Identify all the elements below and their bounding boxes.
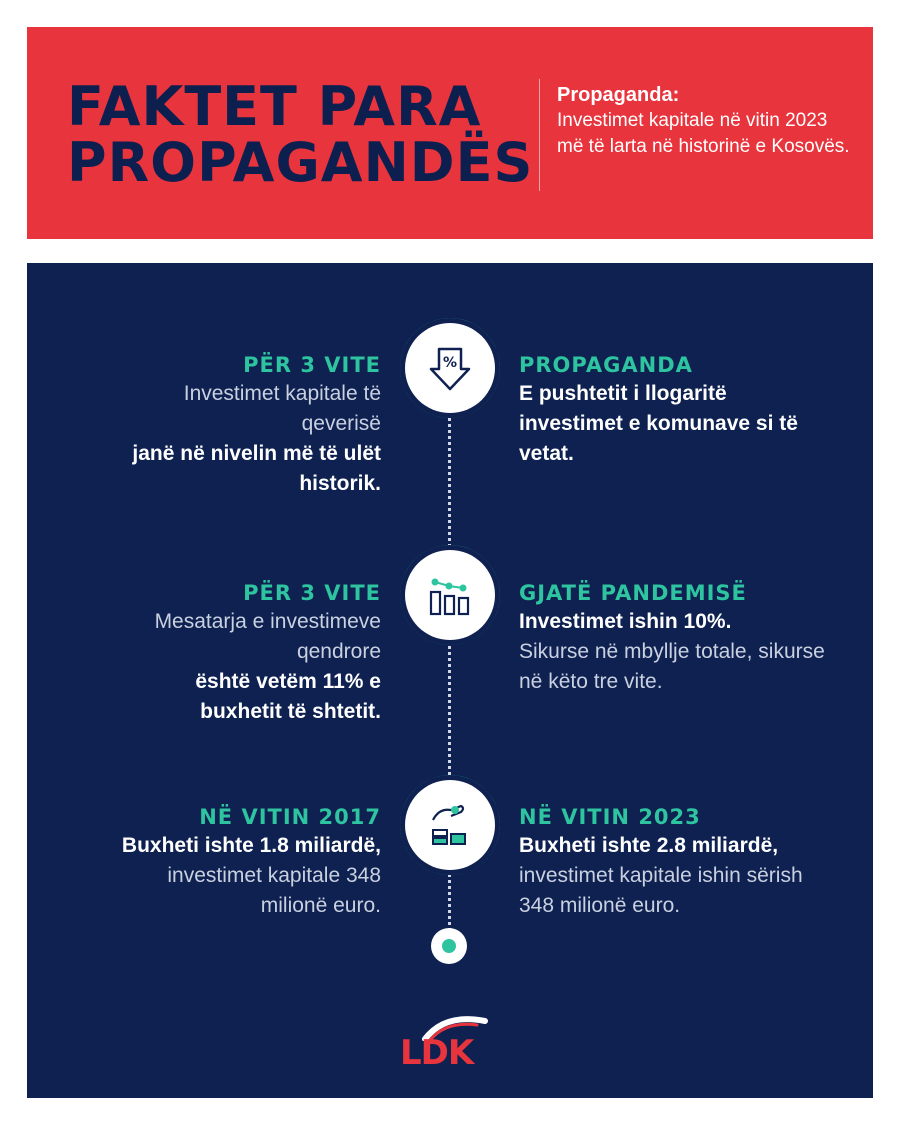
fact-text-light: Sikurse në mbyllje totale, sikurse në këto tre vite. <box>519 640 825 693</box>
fact-right-3 <box>519 803 849 921</box>
svg-text:%: % <box>442 355 458 371</box>
propaganda-label: Propaganda: <box>557 84 680 106</box>
timeline-end-dot <box>431 928 467 964</box>
fact-right-1 <box>519 351 829 469</box>
percent-down-arrow-icon <box>425 343 475 393</box>
fact-heading: NË VITIN 2023 <box>519 805 701 829</box>
fact-heading: PËR 3 VITE <box>243 581 381 605</box>
fact-text-light: Investimet kapitale të qeverisë <box>183 382 381 435</box>
timeline-node-1 <box>405 323 495 413</box>
fact-left-1 <box>131 351 381 499</box>
header-divider <box>539 79 540 191</box>
logo-text: LDK <box>400 1033 474 1073</box>
fact-text-bold: Buxheti ishte 2.8 miliardë, <box>519 834 779 857</box>
timeline-node-2 <box>405 550 495 640</box>
propaganda-text: Investimet kapitale në vitin 2023 më të larta në historinë e Kosovës. <box>557 110 850 157</box>
fact-text-bold: Buxheti ishte 1.8 miliardë, <box>121 834 381 857</box>
fact-left-3 <box>51 803 381 921</box>
fact-right-2 <box>519 579 839 697</box>
fact-heading: GJATË PANDEMISË <box>519 581 747 605</box>
fact-left-2 <box>111 579 381 727</box>
ldk-logo <box>395 1011 505 1071</box>
fact-text-bold: E pushtetit i llogaritë investimet e komunave si të vetat. <box>519 382 798 465</box>
fact-text-light: investimet kapitale ishin sërish 348 milionë euro. <box>519 864 803 917</box>
facts-panel <box>27 263 873 1098</box>
fact-text-bold: është vetëm 11% e buxhetit të shtetit. <box>195 670 381 723</box>
header-banner <box>27 27 873 239</box>
timeline-node-3 <box>405 780 495 870</box>
hand-coins-icon <box>425 800 475 850</box>
bar-chart-icon <box>425 570 475 620</box>
fact-heading: NË VITIN 2017 <box>199 805 381 829</box>
title-line-2: PROPAGANDËS <box>67 131 534 194</box>
page-title <box>67 75 534 194</box>
fact-heading: PROPAGANDA <box>519 353 693 377</box>
fact-text-light: Mesatarja e investimeve qendrore <box>154 610 381 663</box>
propaganda-claim <box>557 82 857 160</box>
fact-heading: PËR 3 VITE <box>243 353 381 377</box>
title-line-1: FAKTET PARA <box>67 75 482 138</box>
fact-text-bold: Investimet ishin 10%. <box>519 610 732 633</box>
fact-text-bold: janë në nivelin më të ulët historik. <box>132 442 381 495</box>
fact-text-light: investimet kapitale 348 milionë euro. <box>167 864 381 917</box>
